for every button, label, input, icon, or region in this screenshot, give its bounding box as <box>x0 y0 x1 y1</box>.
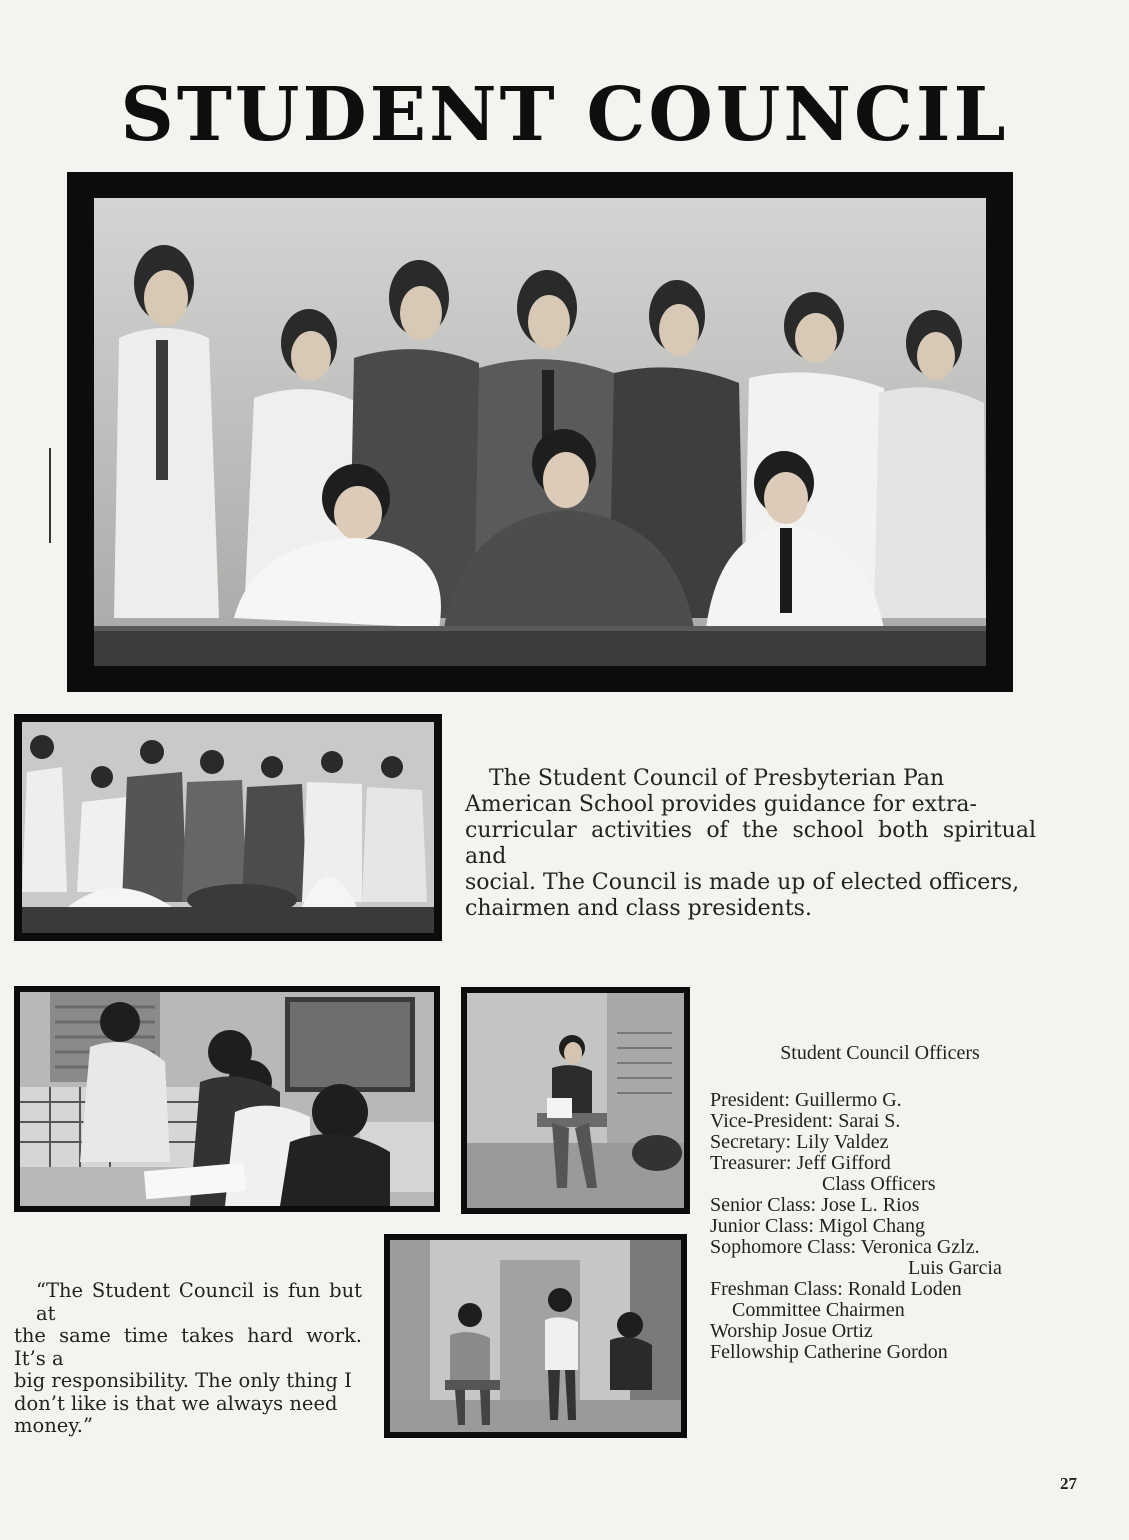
quote-line: the same time takes hard work. It’s a <box>14 1324 362 1370</box>
quote-line: big responsibility. The only thing I <box>14 1369 352 1392</box>
quote-line: don’t like is that we always need <box>14 1391 338 1415</box>
quote-line: “The Student Council is fun but at <box>36 1279 362 1325</box>
officer-line: Secretary: Lily Valdez <box>710 1131 889 1153</box>
hallway-student-photo <box>461 987 690 1214</box>
description-line: curricular activities of the school both spiritual and <box>465 818 1036 869</box>
description-line: social. The Council is made up of elected officers, <box>465 870 1020 895</box>
section-heading-committee-chairmen: Committee Chairmen <box>732 1299 905 1321</box>
section-heading-class-officers: Class Officers <box>822 1173 936 1195</box>
officer-line: Freshman Class: Ronald Loden <box>710 1278 962 1300</box>
description-line: American School provides guidance for extra- <box>465 792 977 817</box>
margin-rule <box>49 448 51 543</box>
hallway-group-photo <box>384 1234 687 1438</box>
candid-photo-icon <box>467 993 684 1208</box>
officers-list <box>710 1043 1030 1363</box>
officer-line: Senior Class: Jose L. Rios <box>710 1194 920 1216</box>
officer-line: Fellowship Catherine Gordon <box>710 1341 948 1363</box>
officer-line: Worship Josue Ortiz <box>710 1320 873 1342</box>
officer-line: Junior Class: Migol Chang <box>710 1215 926 1237</box>
description-line: The Student Council of Presbyterian Pan <box>489 766 945 791</box>
officer-line: Vice-President: Sarai S. <box>710 1110 901 1132</box>
officer-line: Luis Garcia <box>908 1257 1002 1279</box>
student-quote <box>14 1280 362 1438</box>
page-title: STUDENT COUNCIL <box>120 72 1009 158</box>
quote-line: money.” <box>14 1414 93 1437</box>
officer-line: Sophomore Class: Veronica Gzlz. <box>710 1236 980 1258</box>
page-number: 27 <box>1060 1474 1077 1493</box>
officers-heading: Student Council Officers <box>780 1042 980 1064</box>
candid-photo-icon <box>20 992 434 1206</box>
description-line: chairmen and class presidents. <box>465 896 812 921</box>
humorous-group-photo <box>14 714 442 941</box>
lounge-photo <box>14 986 440 1212</box>
description-text <box>465 766 1036 922</box>
officer-line: President: Guillermo G. <box>710 1089 902 1111</box>
officer-line: Treasurer: Jeff Gifford <box>710 1152 891 1174</box>
group-photo-icon <box>22 722 434 933</box>
group-portrait-icon <box>94 198 986 666</box>
group-portrait-photo <box>67 172 1013 692</box>
candid-photo-icon <box>390 1240 681 1432</box>
